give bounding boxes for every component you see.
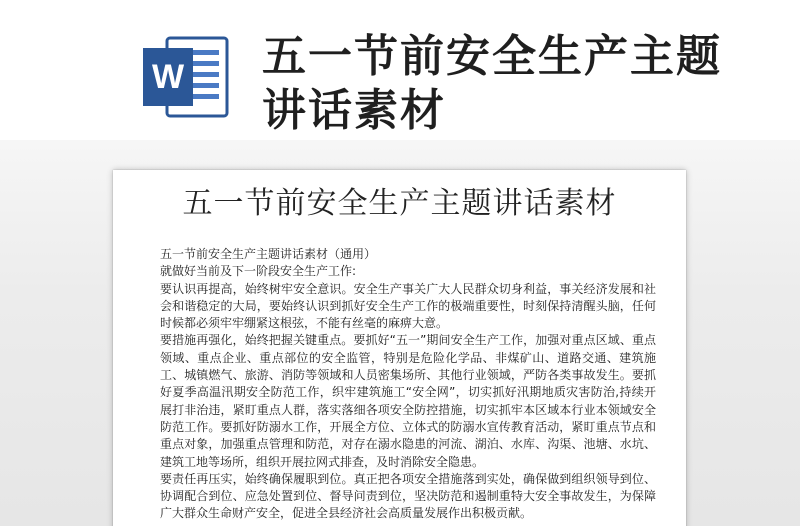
- document-title: 五一节前安全生产主题讲话素材: [182, 186, 617, 221]
- document-body: [160, 246, 656, 523]
- document-paragraph: 就做好当前及下一阶段安全生产工作:: [160, 264, 357, 279]
- document-paragraph: 五一节前安全生产主题讲话素材（通用）: [160, 247, 377, 261]
- document-paragraph: 要责任再压实，始终确保履职到位。真正把各项安全措施落到实处，确保做到组织领导到位、协调配合到位、应急处置到位、督导问责到位，坚决防范和遏制重特大安全事故发生，为保障广大群众生命财产安全，促进全县经济社会高质量发展作出积极贡献。: [160, 471, 656, 521]
- page-title: 五一节前安全生产主题讲话素材: [262, 31, 722, 136]
- document-paragraph: 要认识再提高，始终树牢安全意识。安全生产事关广大人民群众切身利益，事关经济发展和社会和谐稳定的大局，要始终认识到抓好安全生产工作的极端重要性，时刻保持清醒头脑，任何时候都必须牢牢绷紧这根弦，不能有丝毫的麻痹大意。: [160, 281, 656, 331]
- document-preview-page: [113, 170, 686, 526]
- document-paragraph: 要措施再强化，始终把握关键重点。要抓好“五一”期间安全生产工作，加强对重点区域、重点领域、重点企业、重点部位的安全监管，特别是危险化学品、非煤矿山、道路交通、建筑施工、城镇燃气、旅游、消防等领域和人员密集场所、其他行业领域，严防各类事故发生。要抓好夏季高温汛期安全防范工作，织牢建筑施工“安全网”，切实抓好汛期地质灾害防治,持续开展打非治违，紧盯重点人群，落实落细各项安全防控措施，切实抓牢本区域本行业本领域安全防范工作。要抓好防溺水工作，开展全方位、立体式的防溺水宣传教育活动，紧盯重点节点和重点对象，加强重点管理和防范，对存在溺水隐患的河流、湖泊、水库、沟渠、池塘、水坑、建筑工地等场所，组织开展拉网式排查，及时消除安全隐患。: [160, 333, 656, 469]
- word-document-icon: [141, 30, 231, 122]
- svg-text:W: W: [151, 58, 185, 96]
